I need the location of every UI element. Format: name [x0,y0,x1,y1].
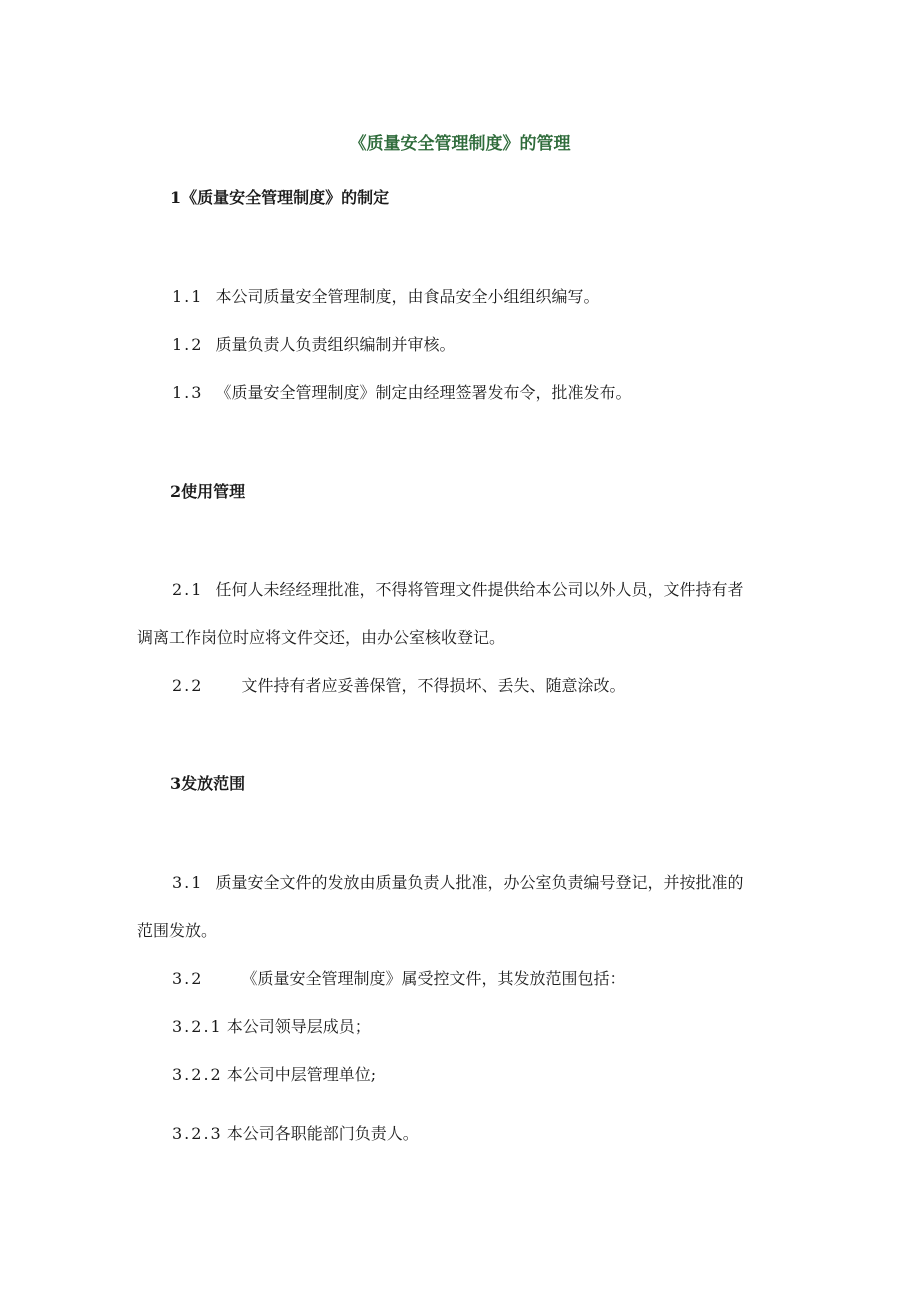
paragraph-text: 文件持有者应妥善保管，不得损坏、丢失、随意涂改。 [241,676,626,695]
paragraph-text: 本公司领导层成员； [226,1017,371,1036]
paragraph-2-1 [172,579,743,601]
paragraph-text: 任何人未经经理批准，不得将管理文件提供给本公司以外人员，文件持有者 [215,580,744,599]
paragraph-3-1 [172,872,743,894]
paragraph-number: 1.3 [172,383,204,402]
paragraph-number: 2.1 [172,580,204,599]
paragraph-2-2 [172,675,625,697]
paragraph-text: 《质量安全管理制度》属受控文件，其发放范围包括： [241,969,626,988]
paragraph-3-2-2 [172,1064,376,1086]
paragraph-text: 《质量安全管理制度》制定由经理签署发布令，批准发布。 [215,383,632,402]
paragraph-number: 3.1 [172,873,204,892]
paragraph-number: 1.1 [172,287,204,306]
paragraph-number: 3.2.2 [172,1065,223,1084]
paragraph-text: 本公司质量安全管理制度，由食品安全小组组织编写。 [215,287,600,306]
paragraph-3-2-1 [172,1016,371,1038]
section-1-heading: 1《质量安全管理制度》的制定 [170,188,390,207]
paragraph-3-1-continuation: 范围发放。 [137,921,218,940]
document-title: 《质量安全管理制度》的管理 [349,134,571,154]
paragraph-text: 本公司各职能部门负责人。 [226,1124,419,1143]
paragraph-number: 1.2 [172,335,204,354]
paragraph-3-2-3 [172,1123,419,1145]
paragraph-number: 3.2.1 [172,1017,223,1036]
paragraph-2-1-continuation: 调离工作岗位时应将文件交还，由办公室核收登记。 [137,628,506,647]
paragraph-text: 质量负责人负责组织编制并审核。 [215,335,456,354]
paragraph-1-2 [172,334,455,356]
paragraph-3-2 [172,968,625,990]
paragraph-text: 本公司中层管理单位; [226,1065,377,1084]
paragraph-1-3 [172,382,631,404]
paragraph-number: 3.2.3 [172,1124,223,1143]
paragraph-number: 3.2 [172,969,204,988]
section-2-heading: 2使用管理 [170,482,246,501]
paragraph-1-1 [172,286,599,308]
section-3-heading: 3发放范围 [170,774,246,793]
paragraph-number: 2.2 [172,676,204,695]
paragraph-text: 质量安全文件的发放由质量负责人批准，办公室负责编号登记，并按批准的 [215,873,744,892]
